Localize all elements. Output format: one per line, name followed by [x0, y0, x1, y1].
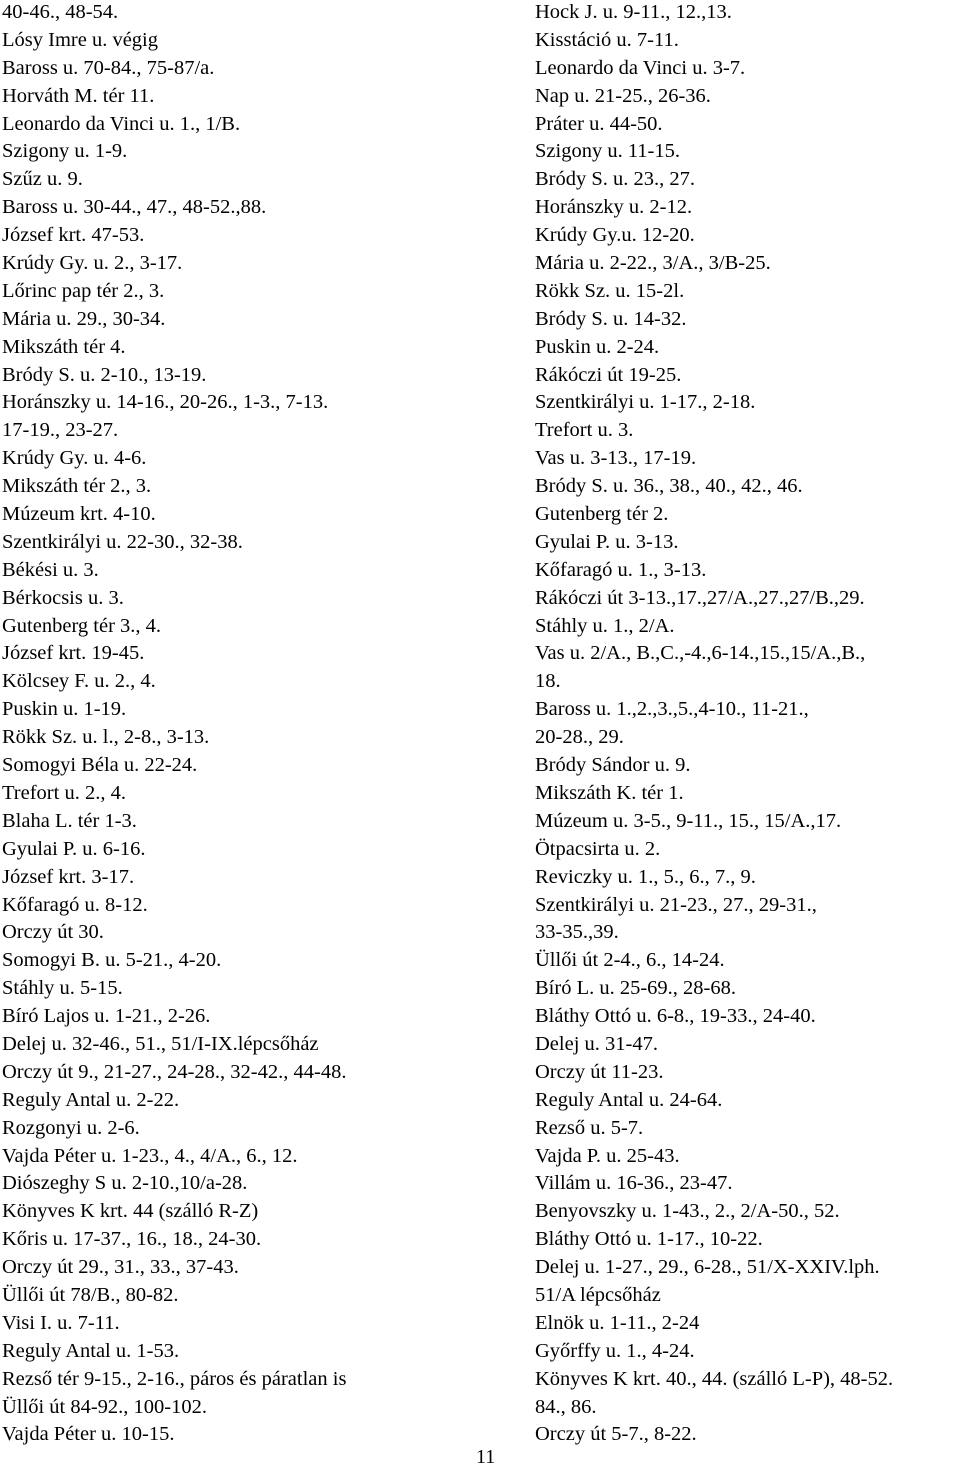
address-line: Múzeum u. 3-5., 9-11., 15., 15/A.,17. [535, 809, 842, 832]
address-line: Vajda Péter u. 10-15. [2, 1423, 175, 1446]
address-line: Delej u. 31-47. [535, 1032, 658, 1055]
address-line: 18. [535, 670, 561, 693]
address-line: Vas u. 2/A., B.,C.,-4.,6-14.,15.,15/A.,B., [535, 642, 866, 665]
address-line: Ötpacsirta u. 2. [535, 837, 661, 860]
address-line: Orczy út 30. [2, 921, 104, 944]
address-line: Diószeghy S u. 2-10.,10/a-28. [2, 1172, 248, 1195]
address-line: Mária u. 29., 30-34. [2, 307, 166, 330]
address-line: Trefort u. 2., 4. [2, 781, 126, 804]
address-line: Rezső u. 5-7. [535, 1116, 644, 1139]
address-line: Kőfaragó u. 8-12. [2, 893, 148, 916]
address-line: Üllői út 84-92., 100-102. [2, 1395, 207, 1418]
address-line: Blaha L. tér 1-3. [2, 809, 137, 832]
address-line: Leonardo da Vinci u. 1., 1/B. [2, 112, 241, 135]
address-line: József krt. 47-53. [2, 224, 145, 247]
address-line: Práter u. 44-50. [535, 112, 663, 135]
address-line: Szigony u. 11-15. [535, 140, 681, 163]
address-line: Múzeum krt. 4-10. [2, 503, 156, 526]
left-address-column [2, 0, 346, 1450]
address-line: Gyulai P. u. 3-13. [535, 530, 679, 553]
address-line: Baross u. 30-44., 47., 48-52.,88. [2, 196, 267, 219]
address-line: Leonardo da Vinci u. 3-7. [535, 56, 746, 79]
address-line: Szűz u. 9. [2, 168, 83, 191]
address-line: Mikszáth tér 2., 3. [2, 475, 152, 498]
address-line: Kisstáció u. 7-11. [535, 28, 679, 51]
address-line: Rákóczi út 3-13.,17.,27/A.,27.,27/B.,29. [535, 586, 865, 609]
address-line: 84., 86. [535, 1395, 597, 1418]
address-line: Rákóczi út 19-25. [535, 363, 682, 386]
address-line: Krúdy Gy. u. 4-6. [2, 447, 147, 470]
address-line: Szigony u. 1-9. [2, 140, 128, 163]
address-line: Bérkocsis u. 3. [2, 586, 124, 609]
address-line: Békési u. 3. [2, 558, 99, 581]
address-line: Vajda P. u. 25-43. [535, 1144, 680, 1167]
address-line: Vajda Péter u. 1-23., 4., 4/A., 6., 12. [2, 1144, 298, 1167]
address-line: Bródy S. u. 2-10., 13-19. [2, 363, 207, 386]
address-line: 51/A lépcsőház [535, 1283, 661, 1306]
address-line: Rezső tér 9-15., 2-16., páros és páratlan is [2, 1367, 347, 1390]
address-line: 40-46., 48-54. [2, 1, 119, 23]
address-line: Bláthy Ottó u. 1-17., 10-22. [535, 1228, 763, 1251]
address-line: Könyves K krt. 40., 44. (szálló L-P), 48-52. [535, 1367, 894, 1390]
address-line: Lósy Imre u. végig [2, 28, 158, 51]
address-line: Benyovszky u. 1-43., 2., 2/A-50., 52. [535, 1200, 840, 1223]
address-line: Mikszáth K. tér 1. [535, 781, 684, 804]
address-line: Stáhly u. 5-15. [2, 977, 123, 1000]
address-line: Üllői út 2-4., 6., 14-24. [535, 949, 725, 972]
address-line: Nap u. 21-25., 26-36. [535, 84, 711, 107]
address-line: Orczy út 29., 31., 33., 37-43. [2, 1256, 239, 1279]
address-line: Krúdy Gy. u. 2., 3-17. [2, 252, 183, 275]
address-line: 20-28., 29. [535, 726, 624, 749]
address-line: Rökk Sz. u. l., 2-8., 3-13. [2, 726, 210, 749]
address-line: Lőrinc pap tér 2., 3. [2, 279, 165, 302]
address-line: József krt. 3-17. [2, 865, 135, 888]
address-line: Szentkirályi u. 1-17., 2-18. [535, 391, 756, 414]
address-line: Mária u. 2-22., 3/A., 3/B-25. [535, 252, 771, 275]
address-line: Bíró L. u. 25-69., 28-68. [535, 977, 736, 1000]
address-line: Orczy út 5-7., 8-22. [535, 1423, 697, 1446]
address-line: Szentkirályi u. 22-30., 32-38. [2, 530, 243, 553]
address-line: Könyves K krt. 44 (szálló R-Z) [2, 1200, 259, 1223]
address-line: Kőris u. 17-37., 16., 18., 24-30. [2, 1228, 262, 1251]
address-line: Rökk Sz. u. 15-2l. [535, 279, 685, 302]
address-line: Mikszáth tér 4. [2, 335, 126, 358]
page-number: 11 [476, 1446, 496, 1468]
address-line: Elnök u. 1-11., 2-24 [535, 1311, 700, 1334]
address-line: Stáhly u. 1., 2/A. [535, 614, 675, 637]
address-line: Baross u. 70-84., 75-87/a. [2, 56, 215, 79]
address-line: Puskin u. 1-19. [2, 698, 127, 721]
address-line: Somogyi Béla u. 22-24. [2, 754, 198, 777]
address-line: Kölcsey F. u. 2., 4. [2, 670, 156, 693]
address-line: József krt. 19-45. [2, 642, 145, 665]
address-line: Orczy út 9., 21-27., 24-28., 32-42., 44-48. [2, 1060, 347, 1083]
address-line: Krúdy Gy.u. 12-20. [535, 224, 695, 247]
address-line: Kőfaragó u. 1., 3-13. [535, 558, 707, 581]
address-line: Bíró Lajos u. 1-21., 2-26. [2, 1005, 211, 1028]
right-address-column [535, 0, 893, 1450]
address-line: Győrffy u. 1., 4-24. [535, 1339, 695, 1362]
address-line: Hock J. u. 9-11., 12.,13. [535, 1, 732, 23]
address-line: Reguly Antal u. 1-53. [2, 1339, 180, 1362]
address-line: Szentkirályi u. 21-23., 27., 29-31., [535, 893, 817, 916]
address-line: Bródy S. u. 23., 27. [535, 168, 696, 191]
address-line: Vas u. 3-13., 17-19. [535, 447, 697, 470]
address-line: Gutenberg tér 2. [535, 503, 669, 526]
address-line: Bródy Sándor u. 9. [535, 754, 691, 777]
address-line: Visi I. u. 7-11. [2, 1311, 120, 1334]
address-line: Rozgonyi u. 2-6. [2, 1116, 140, 1139]
address-line: Üllői út 78/B., 80-82. [2, 1283, 179, 1306]
address-line: Horváth M. tér 11. [2, 84, 155, 107]
address-line: Gutenberg tér 3., 4. [2, 614, 162, 637]
address-line: Delej u. 32-46., 51., 51/I-IX.lépcsőház [2, 1032, 319, 1055]
address-line: Reguly Antal u. 24-64. [535, 1088, 723, 1111]
address-line: Somogyi B. u. 5-21., 4-20. [2, 949, 222, 972]
address-line: Baross u. 1.,2.,3.,5.,4-10., 11-21., [535, 698, 809, 721]
address-line: Reviczky u. 1., 5., 6., 7., 9. [535, 865, 756, 888]
address-line: Horánszky u. 14-16., 20-26., 1-3., 7-13. [2, 391, 329, 414]
address-line: Bláthy Ottó u. 6-8., 19-33., 24-40. [535, 1005, 816, 1028]
address-line: 33-35.,39. [535, 921, 619, 944]
address-line: Villám u. 16-36., 23-47. [535, 1172, 733, 1195]
address-line: Horánszky u. 2-12. [535, 196, 693, 219]
address-line: Reguly Antal u. 2-22. [2, 1088, 180, 1111]
address-line: Orczy út 11-23. [535, 1060, 664, 1083]
address-line: Trefort u. 3. [535, 419, 634, 442]
address-line: Bródy S. u. 36., 38., 40., 42., 46. [535, 475, 803, 498]
address-line: Gyulai P. u. 6-16. [2, 837, 146, 860]
address-line: 17-19., 23-27. [2, 419, 119, 442]
address-line: Bródy S. u. 14-32. [535, 307, 687, 330]
address-line: Delej u. 1-27., 29., 6-28., 51/X-XXIV.lph. [535, 1256, 880, 1279]
address-line: Puskin u. 2-24. [535, 335, 660, 358]
